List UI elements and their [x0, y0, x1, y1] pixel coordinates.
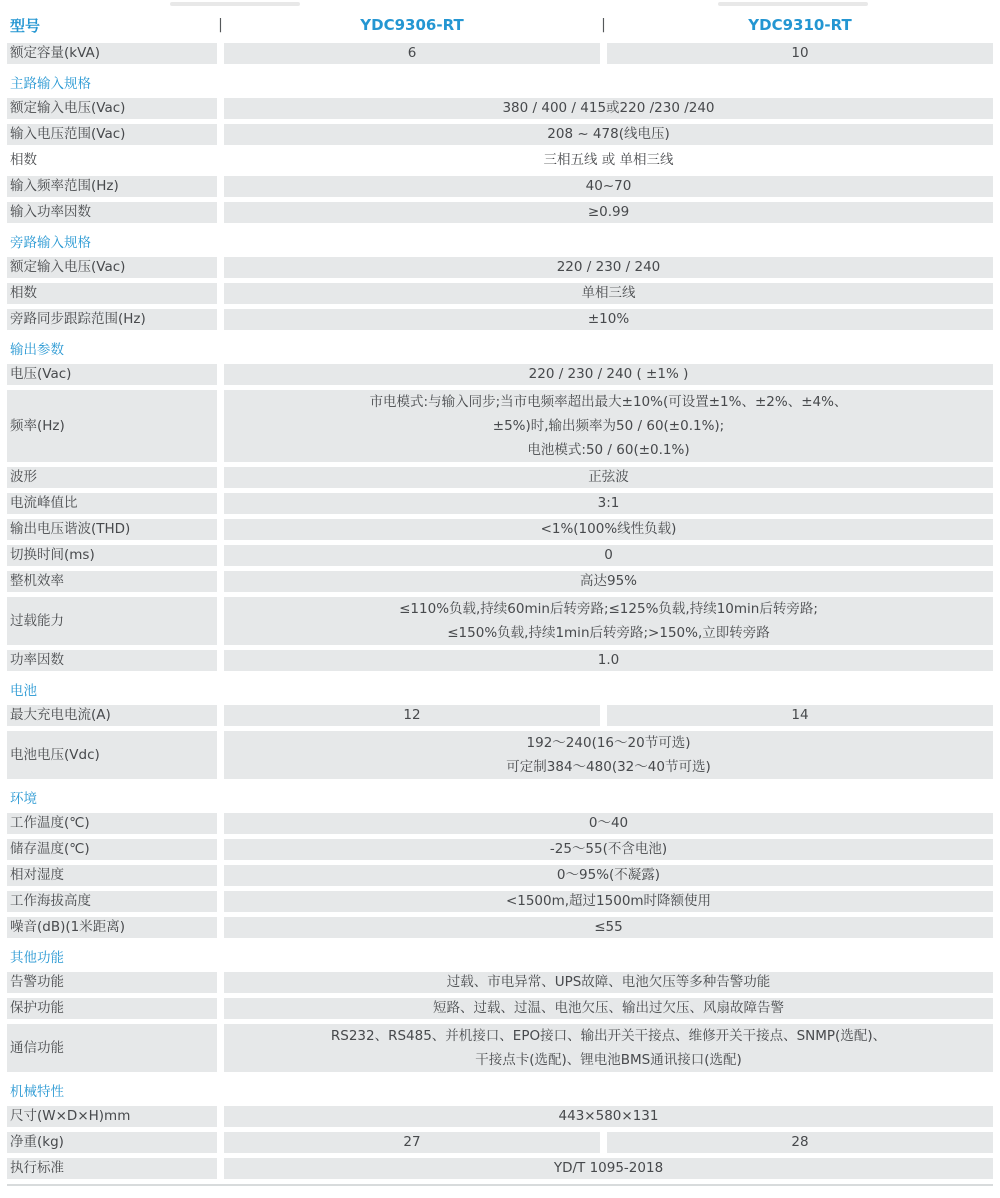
value-cell: [224, 519, 993, 540]
value-line: 干接点卡(选配)、锂电池BMS通讯接口(选配): [475, 1052, 742, 1068]
spec-row: [7, 309, 993, 330]
row-values: [224, 571, 993, 592]
value-cell: [224, 1158, 993, 1179]
row-values: [224, 257, 993, 278]
section-title: 旁路输入规格: [10, 235, 91, 251]
value-line: 12: [403, 707, 421, 723]
value-cell: [224, 597, 993, 645]
spec-row: [7, 493, 993, 514]
spec-row: [7, 705, 993, 726]
spec-table: [7, 43, 993, 1179]
row-values: [224, 1132, 993, 1153]
value-line: ≤150%负载,持续1min后转旁路;>150%,立即转旁路: [447, 625, 770, 641]
row-label: 功率因数: [7, 650, 217, 671]
value-cell: [224, 124, 993, 145]
row-values: [224, 1106, 993, 1127]
value-cell: [224, 1106, 993, 1127]
model-name-left: YDC9306-RT: [360, 16, 464, 34]
row-label: 额定输入电压(Vac): [7, 98, 217, 119]
row-values: [224, 865, 993, 886]
spec-row: [7, 43, 993, 64]
spec-row: [7, 839, 993, 860]
row-values: [224, 124, 993, 145]
row-label: 通信功能: [7, 1024, 217, 1072]
row-values: [224, 467, 993, 488]
value-cell: [224, 998, 993, 1019]
row-label: 整机效率: [7, 571, 217, 592]
value-cell: [224, 283, 993, 304]
value-line: 1.0: [597, 652, 620, 668]
header-separator-bar: |: [218, 17, 223, 33]
row-label: 相数: [7, 283, 217, 304]
spec-row: [7, 98, 993, 119]
row-values: [224, 150, 993, 171]
value-line: 3:1: [597, 495, 620, 511]
row-values: [224, 202, 993, 223]
row-values: [224, 705, 993, 726]
value-model-right: [607, 43, 993, 64]
value-line: 市电模式:与输入同步;当市电频率超出最大±10%(可设置±1%、±2%、±4%、: [369, 394, 848, 410]
value-cell: [224, 545, 993, 566]
value-model-right: [607, 1132, 993, 1153]
spec-row: [7, 972, 993, 993]
value-cell: [224, 364, 993, 385]
value-line: RS232、RS485、并机接口、EPO接口、输出开关干接点、维修开关干接点、SNMP(选配)、: [330, 1028, 887, 1044]
value-line: 27: [403, 1134, 421, 1150]
row-values: [224, 493, 993, 514]
row-label: 额定容量(kVA): [7, 43, 217, 64]
row-label: 尺寸(W×D×H)mm: [7, 1106, 217, 1127]
spec-row: [7, 865, 993, 886]
row-label: 工作海拔高度: [7, 891, 217, 912]
row-label: 执行标准: [7, 1158, 217, 1179]
value-cell: [224, 972, 993, 993]
spec-row: [7, 571, 993, 592]
row-values: [224, 917, 993, 938]
row-label: 切换时间(ms): [7, 545, 217, 566]
value-line: 14: [791, 707, 809, 723]
row-label: 工作温度(℃): [7, 813, 217, 834]
row-values: [224, 176, 993, 197]
value-line: 三相五线 或 单相三线: [543, 152, 674, 168]
value-model-left: [224, 705, 600, 726]
value-line: 可定制384～480(32～40节可选): [506, 759, 711, 775]
section-title: 电池: [10, 683, 37, 699]
value-cell: [224, 467, 993, 488]
row-label: 相数: [10, 152, 37, 168]
cropped-text-artifact: [718, 2, 868, 6]
value-line: ≤55: [594, 919, 623, 935]
row-values: [224, 390, 993, 462]
value-line: 380 / 400 / 415或220 /230 /240: [502, 100, 715, 116]
value-line: 443×580×131: [558, 1108, 659, 1124]
value-cell: [224, 839, 993, 860]
spec-row: [7, 390, 993, 462]
value-line: 10: [791, 45, 809, 61]
row-label: 额定输入电压(Vac): [7, 257, 217, 278]
spec-row: [7, 597, 993, 645]
value-line: -25～55(不含电池): [549, 841, 668, 857]
model-name-right: YDC9310-RT: [748, 16, 852, 34]
spec-row: [7, 731, 993, 779]
spec-row: [7, 202, 993, 223]
value-cell: [224, 309, 993, 330]
row-label: 净重(kg): [7, 1132, 217, 1153]
spec-row: [7, 257, 993, 278]
row-label: 噪音(dB)(1米距离): [7, 917, 217, 938]
row-values: [224, 650, 993, 671]
row-label: 输入频率范围(Hz): [7, 176, 217, 197]
spec-row: [7, 917, 993, 938]
value-line: 40~70: [585, 178, 632, 194]
spec-row: [7, 519, 993, 540]
row-values: [224, 309, 993, 330]
value-line: 0: [604, 547, 613, 563]
value-cell: [224, 650, 993, 671]
value-cell: [224, 176, 993, 197]
value-cell: [224, 891, 993, 912]
value-line: 0～95%(不凝露): [556, 867, 661, 883]
row-values: [224, 545, 993, 566]
spec-row: [7, 1132, 993, 1153]
value-line: 192～240(16～20节可选): [526, 735, 691, 751]
row-label: 储存温度(℃): [7, 839, 217, 860]
value-line: 208 ~ 478(线电压): [547, 126, 670, 142]
spec-row: [7, 124, 993, 145]
row-values: [224, 813, 993, 834]
value-line: 28: [791, 1134, 809, 1150]
row-label: 输入电压范围(Vac): [7, 124, 217, 145]
value-model-left: [224, 43, 600, 64]
spec-row: [7, 283, 993, 304]
row-values: [224, 998, 993, 1019]
row-label: 电压(Vac): [7, 364, 217, 385]
bottom-divider: [7, 1184, 993, 1186]
value-cell: [224, 813, 993, 834]
spec-row: [7, 650, 993, 671]
row-values: [224, 1158, 993, 1179]
row-values: [224, 98, 993, 119]
value-cell: [224, 150, 993, 171]
value-line: ±10%: [587, 311, 630, 327]
row-label: 输出电压谐波(THD): [7, 519, 217, 540]
value-cell: [224, 1024, 993, 1072]
value-line: 高达95%: [579, 573, 637, 589]
section-title: 机械特性: [10, 1084, 64, 1100]
spec-row: [7, 364, 993, 385]
value-cell: [224, 917, 993, 938]
row-label: 电流峰值比: [7, 493, 217, 514]
value-line: 0～40: [588, 815, 629, 831]
spec-row: [7, 813, 993, 834]
value-line: 6: [407, 45, 417, 61]
value-cell: [224, 390, 993, 462]
value-cell: [224, 571, 993, 592]
value-line: <1%(100%线性负载): [540, 521, 677, 537]
row-values: [224, 364, 993, 385]
spec-row: [7, 1158, 993, 1179]
row-label: 相对湿度: [7, 865, 217, 886]
row-label: 输入功率因数: [7, 202, 217, 223]
cropped-text-artifact: [170, 2, 300, 6]
row-label: 最大充电电流(A): [7, 705, 217, 726]
row-values: [224, 891, 993, 912]
row-label: 电池电压(Vdc): [7, 731, 217, 779]
row-values: [224, 1024, 993, 1072]
value-cell: [224, 493, 993, 514]
spec-row: [7, 545, 993, 566]
spec-row: [7, 176, 993, 197]
value-cell: [224, 731, 993, 779]
value-cell: [224, 202, 993, 223]
row-values: [224, 731, 993, 779]
value-line: 正弦波: [588, 469, 629, 485]
value-cell: [224, 865, 993, 886]
row-label: 过载能力: [7, 597, 217, 645]
row-label: 告警功能: [7, 972, 217, 993]
value-line: 单相三线: [581, 285, 636, 301]
spec-row: [7, 150, 993, 171]
spec-row: [7, 891, 993, 912]
section-title: 主路输入规格: [10, 76, 91, 92]
value-line: 过载、市电异常、UPS故障、电池欠压等多种告警功能: [446, 974, 771, 990]
row-values: [224, 597, 993, 645]
row-label: 频率(Hz): [7, 390, 217, 462]
row-values: [224, 43, 993, 64]
spec-row: [7, 467, 993, 488]
section-title: 环境: [10, 791, 37, 807]
value-model-right: [607, 705, 993, 726]
header-separator-bar: |: [601, 17, 606, 33]
section-title: 其他功能: [10, 950, 64, 966]
section-title: 输出参数: [10, 342, 64, 358]
value-cell: [224, 257, 993, 278]
row-label: 波形: [7, 467, 217, 488]
value-line: 电池模式:50 / 60(±0.1%): [527, 442, 690, 458]
spec-row: [7, 998, 993, 1019]
value-model-left: [224, 1132, 600, 1153]
value-line: ±5%)时,输出频率为50 / 60(±0.1%);: [492, 418, 725, 434]
value-line: ≥0.99: [587, 204, 630, 220]
value-line: 220 / 230 / 240: [556, 259, 661, 275]
value-line: <1500m,超过1500m时降额使用: [505, 893, 712, 909]
value-line: 短路、过载、过温、电池欠压、输出过欠压、风扇故障告警: [433, 1000, 784, 1016]
row-label: 旁路同步跟踪范围(Hz): [7, 309, 217, 330]
row-values: [224, 839, 993, 860]
row-values: [224, 519, 993, 540]
row-values: [224, 972, 993, 993]
spec-row: [7, 1106, 993, 1127]
table-header-row: [7, 12, 993, 38]
value-cell: [224, 98, 993, 119]
value-line: 220 / 230 / 240 ( ±1% ): [528, 366, 689, 382]
row-values: [224, 283, 993, 304]
row-label: 保护功能: [7, 998, 217, 1019]
spec-row: [7, 1024, 993, 1072]
value-line: ≤110%负载,持续60min后转旁路;≤125%负载,持续10min后转旁路;: [399, 601, 818, 617]
value-line: YD/T 1095-2018: [553, 1160, 664, 1176]
model-column-header: 型号: [10, 16, 41, 35]
